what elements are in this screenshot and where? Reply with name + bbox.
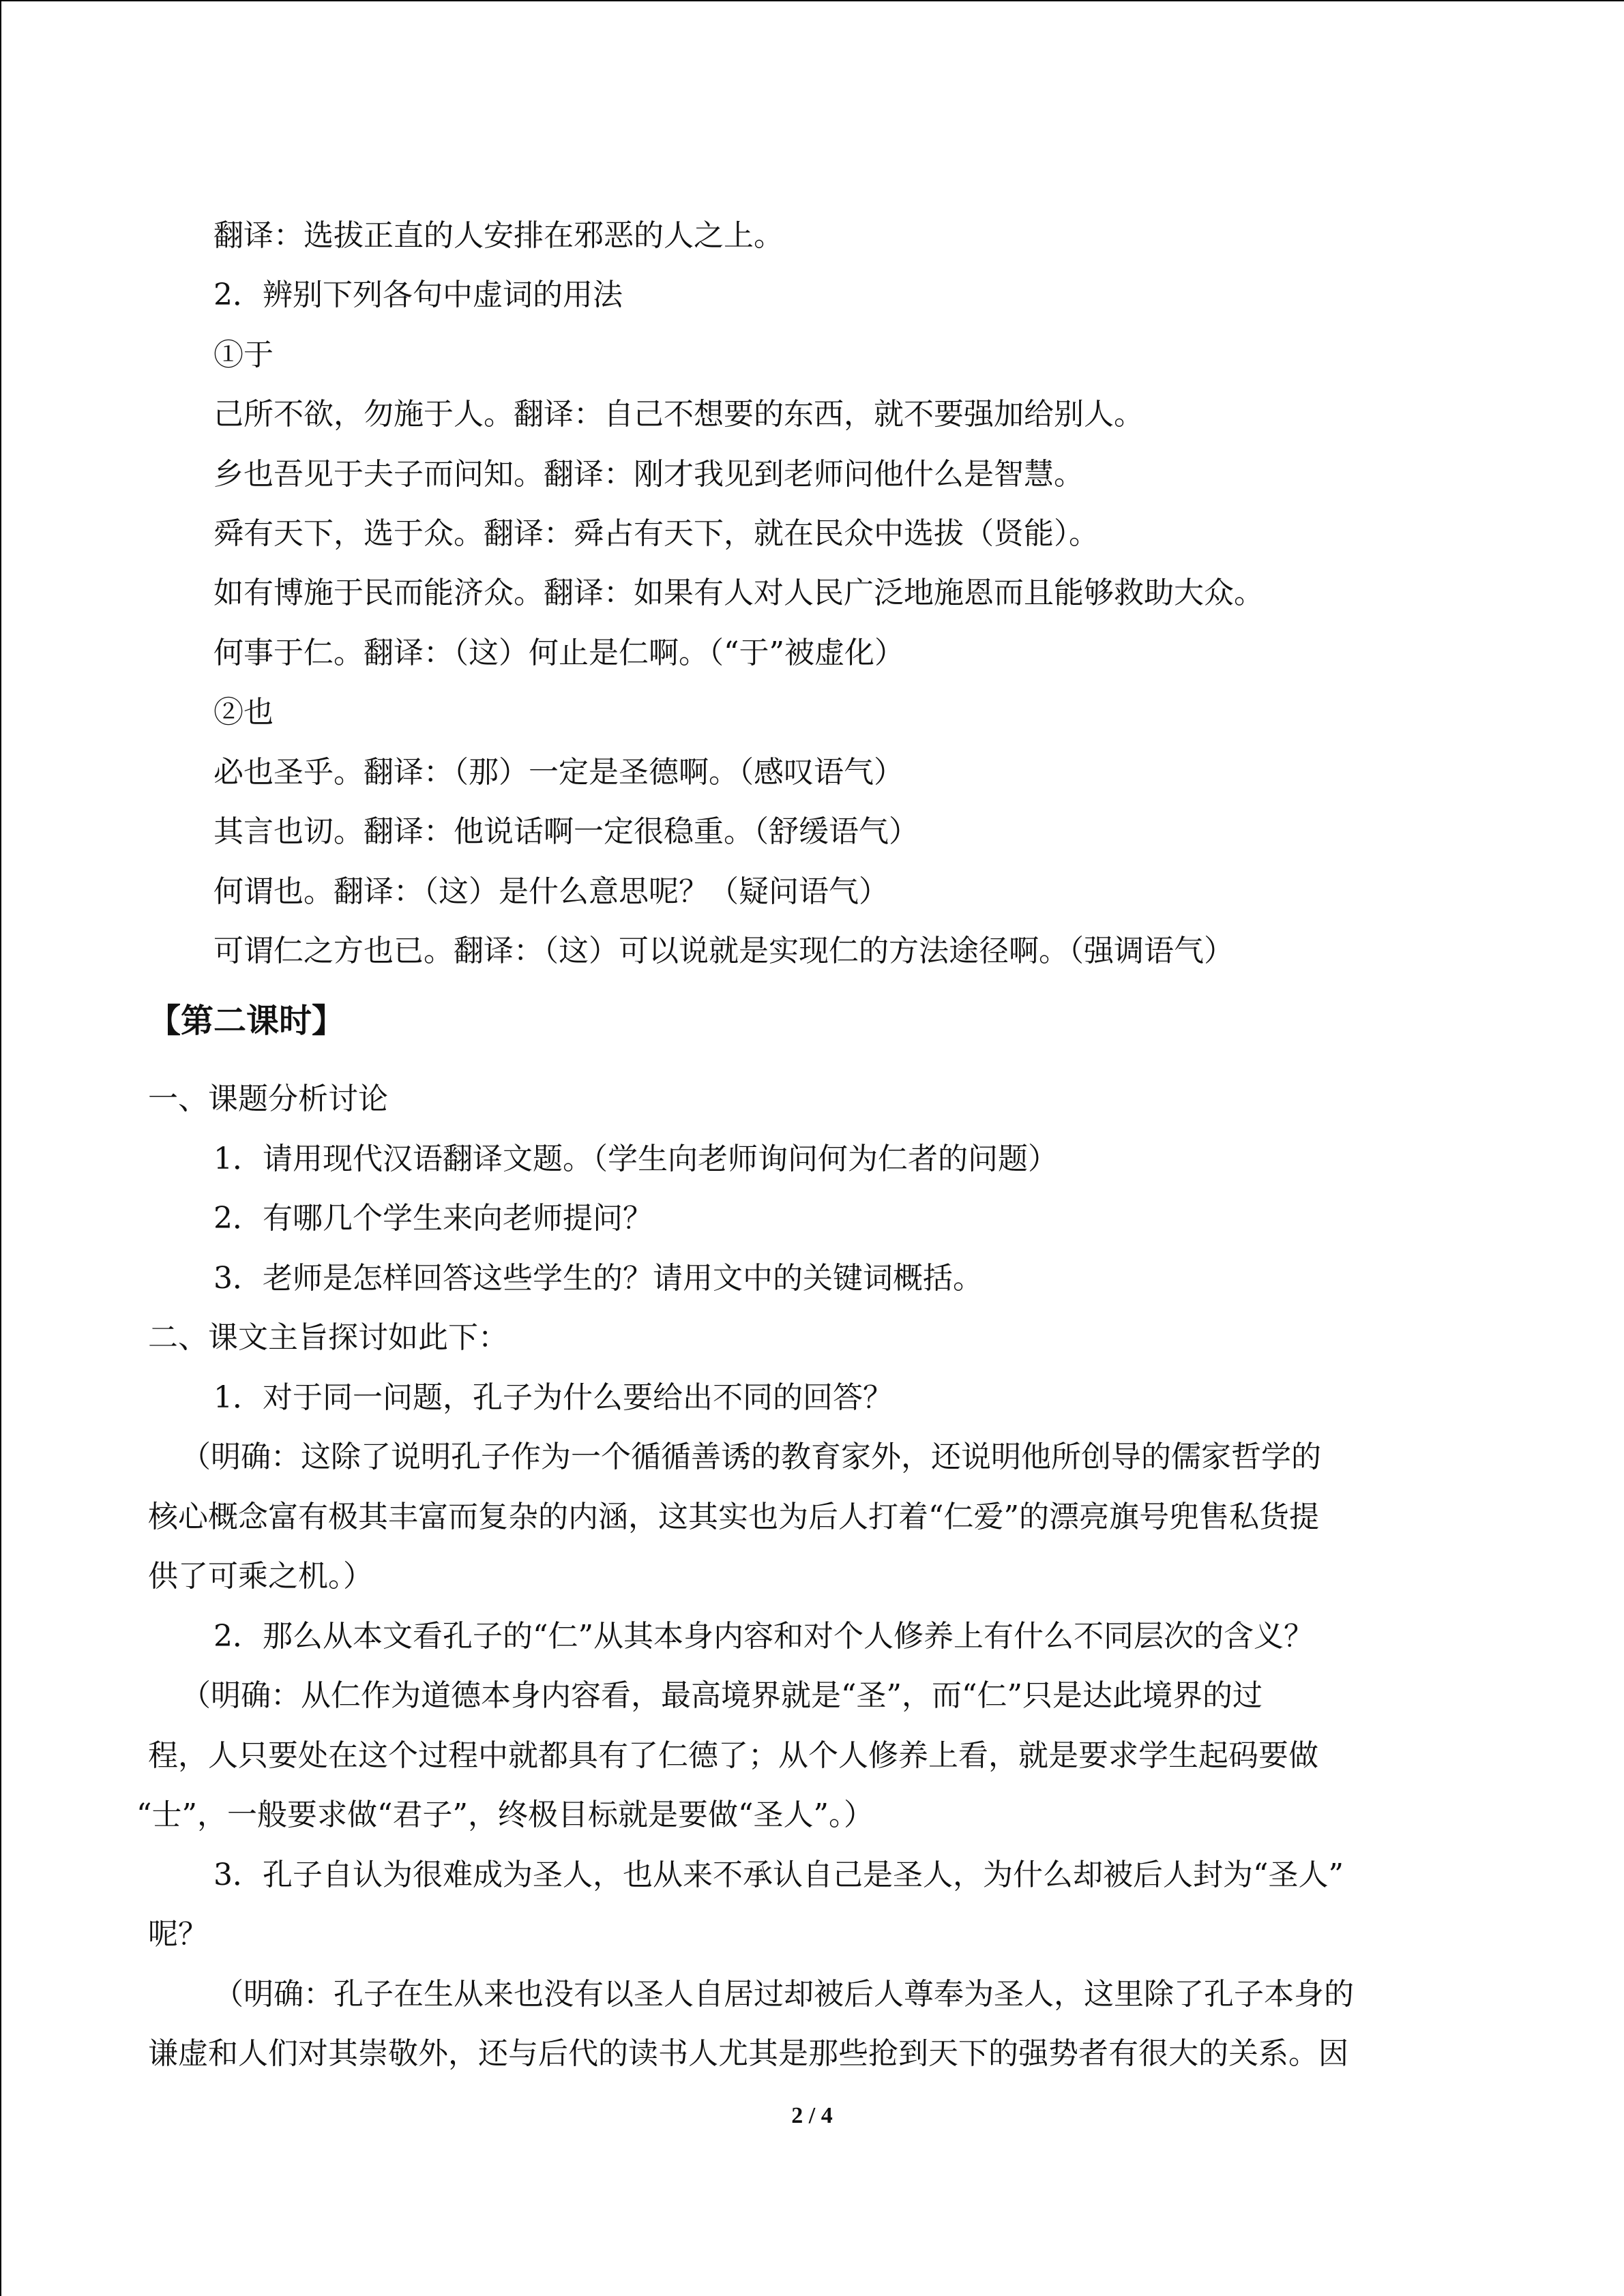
answer-paragraph: （明确：孔子在生从来也没有以圣人自居过却被后人尊奉为圣人，这里除了孔子本身的 [213, 1977, 1354, 2012]
example-sentence: 如有博施于民而能济众。翻译：如果有人对人民广泛地施恩而且能够救助大众。 [213, 576, 1264, 610]
question-item: 2．那么从本文看孔子的“仁”从其本身内容和对个人修养上有什么不同层次的含义？ [213, 1619, 1314, 1654]
example-sentence: 何谓也。翻译：（这）是什么意思呢？（疑问语气） [213, 874, 889, 909]
section-heading-2: 二、课文主旨探讨如此下： [148, 1320, 508, 1355]
question-item: 1．对于同一问题，孔子为什么要给出不同的回答？ [213, 1380, 893, 1415]
question-item: 2．有哪几个学生来向老师提问？ [213, 1201, 653, 1236]
answer-paragraph: 程，人只要处在这个过程中就都具有了仁德了；从个人修养上看，就是要求学生起码要做 [148, 1738, 1318, 1773]
subsection-ye: ②也 [213, 695, 274, 730]
section-heading-1: 一、课题分析讨论 [148, 1082, 388, 1116]
example-sentence: 可谓仁之方也已。翻译：（这）可以说就是实现仁的方法途径啊。（强调语气） [213, 934, 1234, 968]
answer-paragraph: 谦虚和人们对其崇敬外，还与后代的读书人尤其是那些抢到天下的强势者有很大的关系。因 [148, 2036, 1348, 2071]
lesson-heading: 【第二课时】 [148, 1002, 345, 1040]
answer-paragraph: 核心概念富有极其丰富而复杂的内涵，这其实也为后人打着“仁爱”的漂亮旗号兜售私货提 [148, 1500, 1319, 1534]
question-item: 1．请用现代汉语翻译文题。（学生向老师询问何为仁者的问题） [213, 1142, 1058, 1176]
page-number: 2 / 4 [791, 2103, 833, 2128]
question-item: 呢？ [148, 1917, 208, 1952]
translation-line: 翻译：选拔正直的人安排在邪恶的人之上。 [213, 218, 784, 253]
example-sentence: 己所不欲，勿施于人。翻译：自己不想要的东西，就不要强加给别人。 [213, 397, 1144, 432]
example-sentence: 其言也讱。翻译：他说话啊一定很稳重。（舒缓语气） [213, 814, 919, 849]
answer-paragraph: （明确：从仁作为道德本身内容看，最高境界就是“圣”，而“仁”只是达此境界的过 [181, 1678, 1263, 1713]
question-item: 3．孔子自认为很难成为圣人，也从来不承认自己是圣人，为什么却被后人封为“圣人” [213, 1858, 1344, 1892]
example-sentence: 舜有天下，选于众。翻译：舜占有天下，就在民众中选拔（贤能）。 [213, 516, 1099, 551]
example-sentence: 乡也吾见于夫子而问知。翻译：刚才我见到老师问他什么是智慧。 [213, 457, 1084, 492]
example-sentence: 必也圣乎。翻译：（那）一定是圣德啊。（感叹语气） [213, 755, 904, 790]
subsection-yu: ①于 [213, 338, 274, 372]
exercise-item-2: 2．辨别下列各句中虚词的用法 [213, 278, 623, 312]
question-item: 3．老师是怎样回答这些学生的？请用文中的关键词概括。 [213, 1261, 983, 1296]
answer-paragraph: 供了可乘之机。） [148, 1559, 373, 1594]
example-sentence: 何事于仁。翻译：（这）何止是仁啊。（“于”被虚化） [213, 636, 904, 670]
answer-paragraph: （明确：这除了说明孔子作为一个循循善诱的教育家外，还说明他所创导的儒家哲学的 [181, 1440, 1321, 1474]
answer-paragraph: “士”，一般要求做“君子”，终极目标就是要做“圣人”。） [136, 1798, 874, 1832]
